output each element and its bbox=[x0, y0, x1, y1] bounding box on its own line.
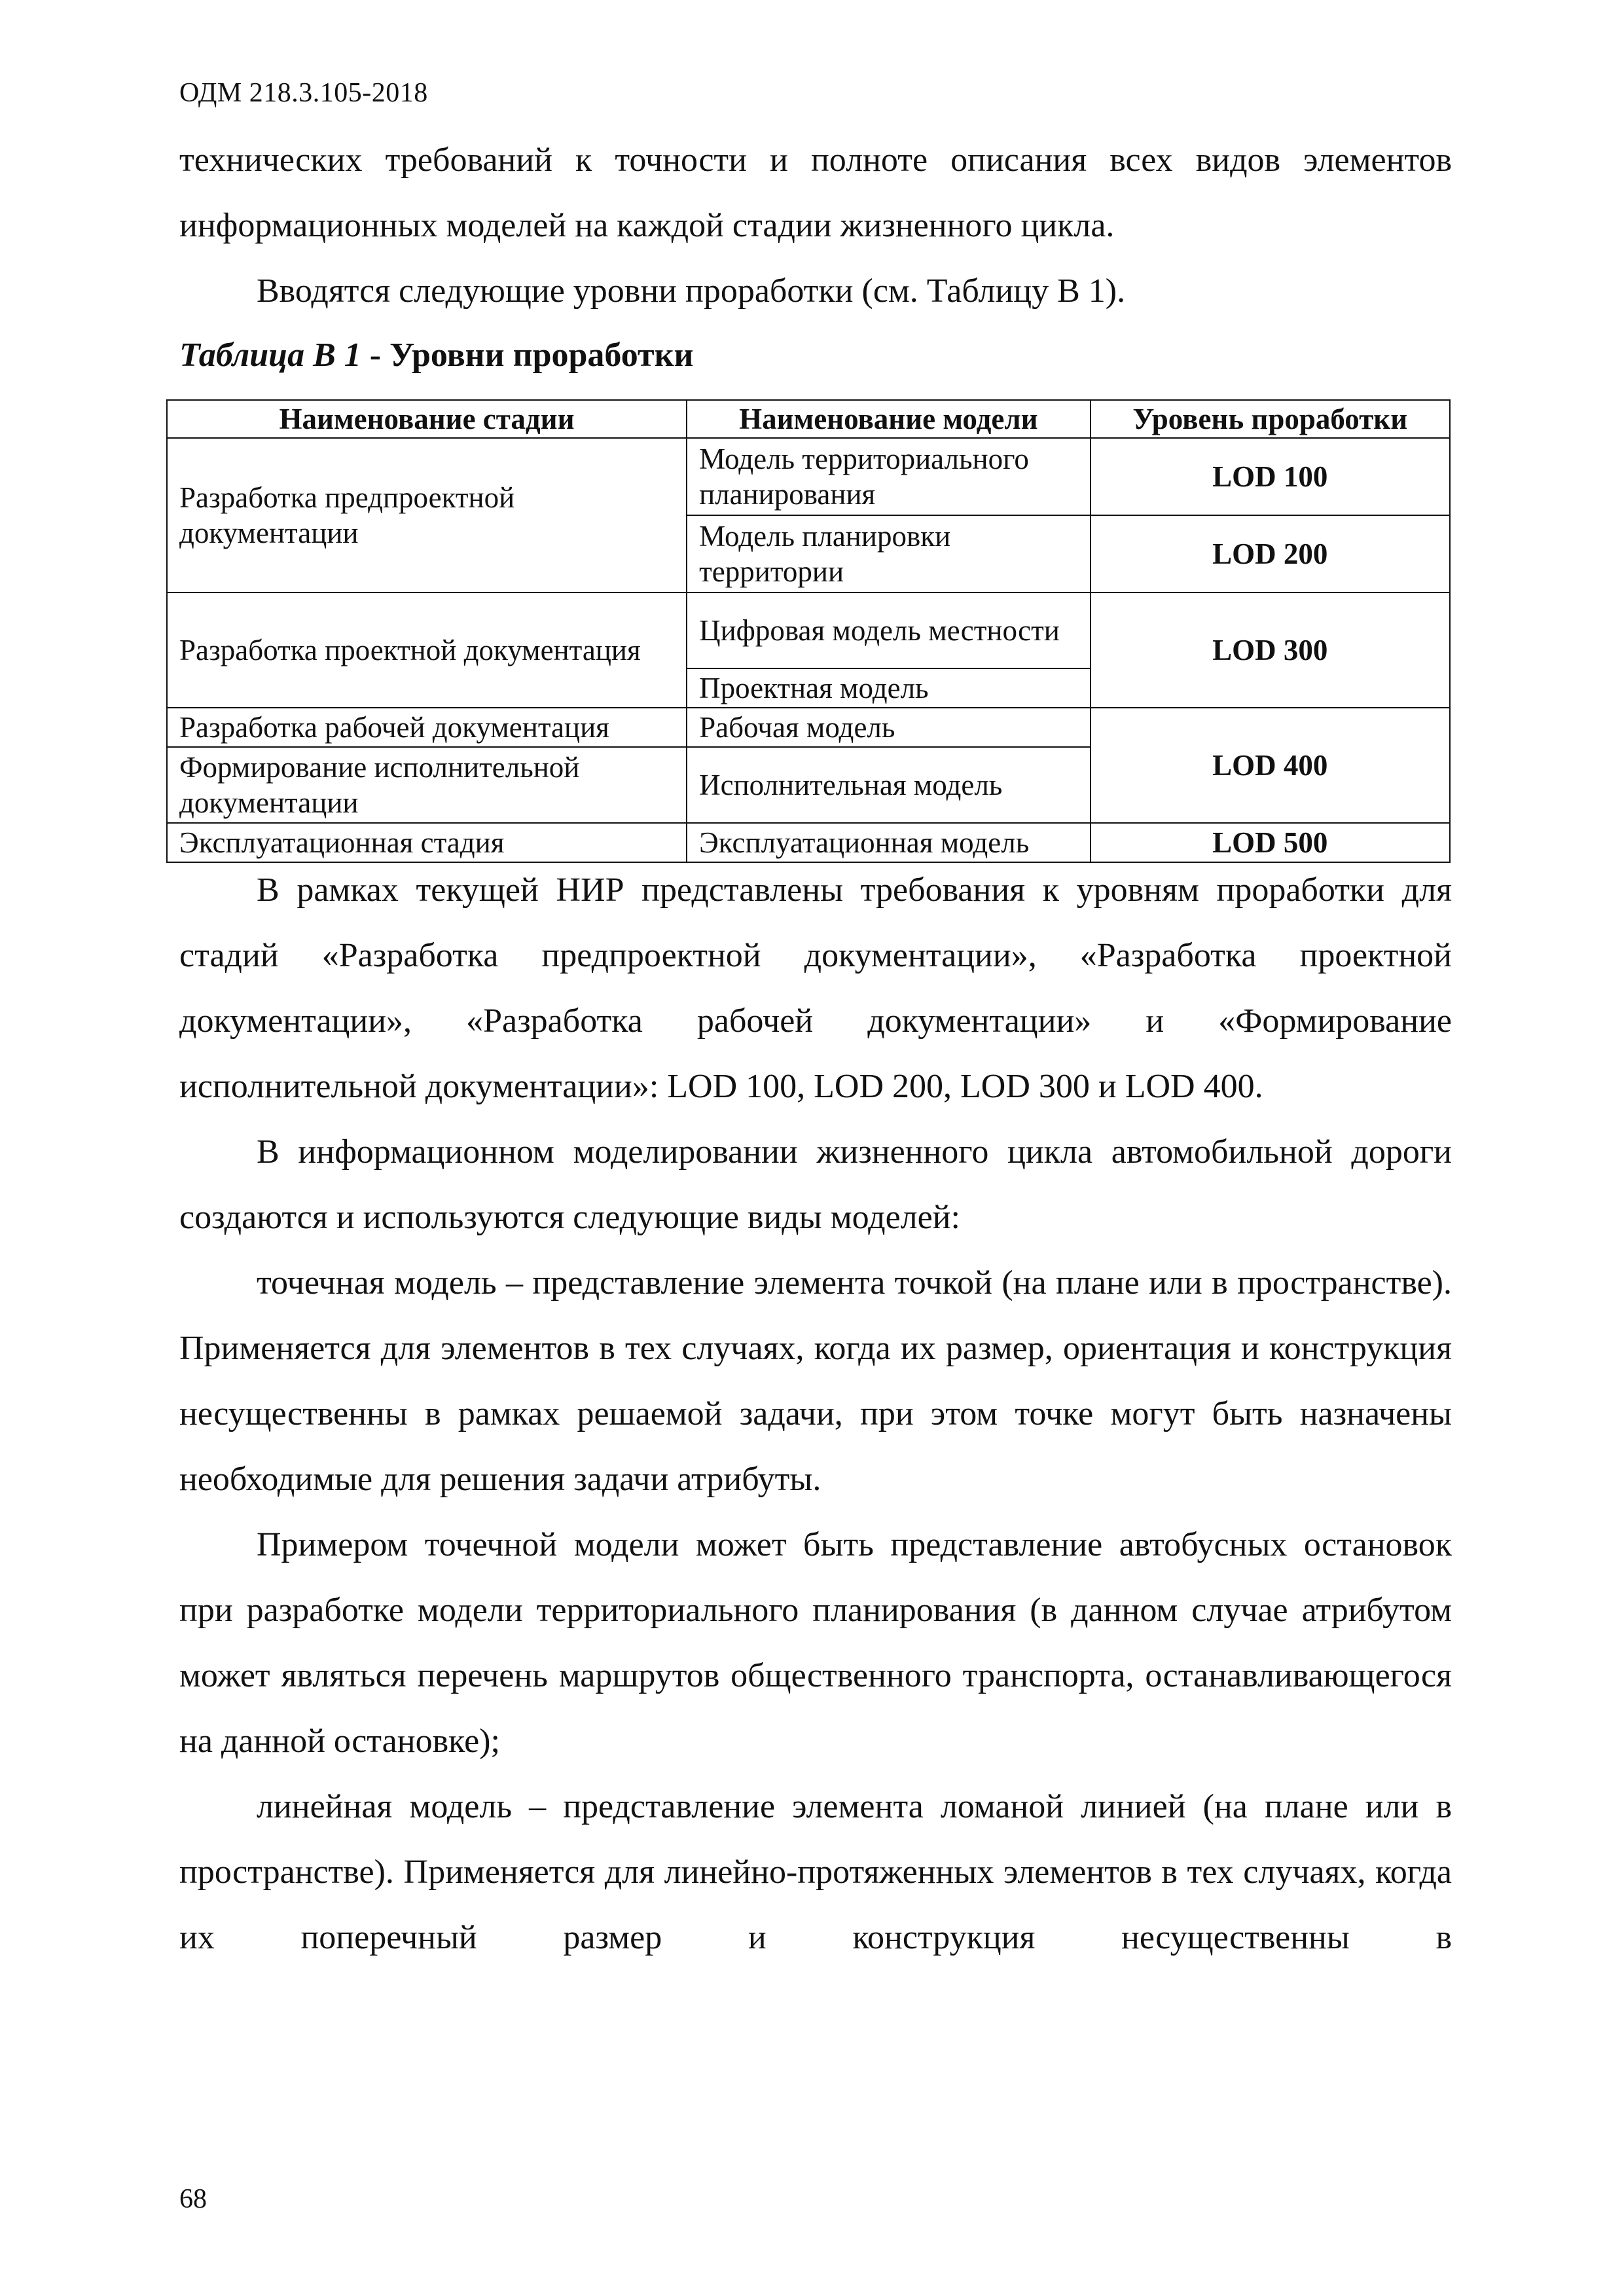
levels-intro-paragraph: Вводятся следующие уровни проработки (см. Таблицу В 1). bbox=[257, 272, 1126, 310]
model-cell: Модель планировки территории bbox=[687, 515, 1091, 592]
body-paragraph: В рамках текущей НИР представлены требования к уровням проработки для стадий «Разработка предпроектной документации», «Разработка проектной документации», «Разработка рабочей документации» и «Формирование исполнительной документации»: LOD 100, LOD 200, LOD 300 и LOD 400. bbox=[179, 871, 1452, 1105]
stage-cell: Разработка рабочей документация bbox=[167, 708, 687, 747]
table-row bbox=[167, 438, 1450, 515]
table-row bbox=[167, 708, 1450, 747]
table-caption-label: Таблица В 1 bbox=[179, 337, 361, 374]
stage-cell: Формирование исполнительной документации bbox=[167, 747, 687, 823]
level-cell: LOD 500 bbox=[1091, 823, 1450, 862]
table-row bbox=[167, 823, 1450, 862]
model-cell: Цифровая модель местности bbox=[687, 592, 1091, 668]
table-header-row bbox=[167, 400, 1450, 438]
level-cell: LOD 100 bbox=[1091, 438, 1450, 515]
body-paragraph: линейная модель – представление элемента ломаной линией (на плане или в пространстве). Применяется для линейно-протяженных элементов в тех случаях, когда их поперечный размер и конструкция несущественны в bbox=[179, 1788, 1452, 1956]
model-cell: Проектная модель bbox=[687, 668, 1091, 708]
body-section bbox=[179, 858, 1452, 1971]
model-cell: Рабочая модель bbox=[687, 708, 1091, 747]
body-paragraph: В информационном моделировании жизненного цикла автомобильной дороги создаются и используются следующие виды моделей: bbox=[179, 1133, 1452, 1236]
intro-section bbox=[179, 128, 1452, 324]
header-model: Наименование модели bbox=[687, 400, 1091, 438]
level-cell: LOD 300 bbox=[1091, 592, 1450, 708]
level-cell: LOD 200 bbox=[1091, 515, 1450, 592]
level-cell: LOD 400 bbox=[1091, 708, 1450, 823]
stage-cell: Эксплуатационная стадия bbox=[167, 823, 687, 862]
page-number: 68 bbox=[179, 2184, 207, 2214]
document-code: ОДМ 218.3.105-2018 bbox=[179, 78, 428, 108]
model-cell: Модель территориального планирования bbox=[687, 438, 1091, 515]
model-cell: Исполнительная модель bbox=[687, 747, 1091, 823]
table-caption bbox=[179, 333, 694, 378]
stage-cell: Разработка предпроектной документации bbox=[167, 438, 687, 592]
body-paragraph: точечная модель – представление элемента точкой (на плане или в пространстве). Применяется для элементов в тех случаях, когда их размер, ориентация и конструкция несущественны в рамках решаемой задачи, при этом точке могут быть назначены необходимые для решения задачи атрибуты. bbox=[179, 1264, 1452, 1498]
table-caption-title: Уровни проработки bbox=[389, 337, 694, 374]
table-caption-separator: - bbox=[361, 337, 390, 374]
header-stage: Наименование стадии bbox=[167, 400, 687, 438]
model-cell: Эксплуатационная модель bbox=[687, 823, 1091, 862]
header-level: Уровень проработки bbox=[1091, 400, 1450, 438]
stage-cell: Разработка проектной документация bbox=[167, 592, 687, 708]
body-paragraph: Примером точечной модели может быть представление автобусных остановок при разработке модели территориального планирования (в данном случае атрибутом может являться перечень маршрутов общественного транспорта, останавливающегося на данной остановке); bbox=[179, 1526, 1452, 1760]
table-row bbox=[167, 592, 1450, 668]
intro-paragraph: технических требований к точности и полноте описания всех видов элементов информационных моделей на каждой стадии жизненного цикла. bbox=[179, 141, 1452, 244]
lod-table bbox=[166, 399, 1451, 863]
